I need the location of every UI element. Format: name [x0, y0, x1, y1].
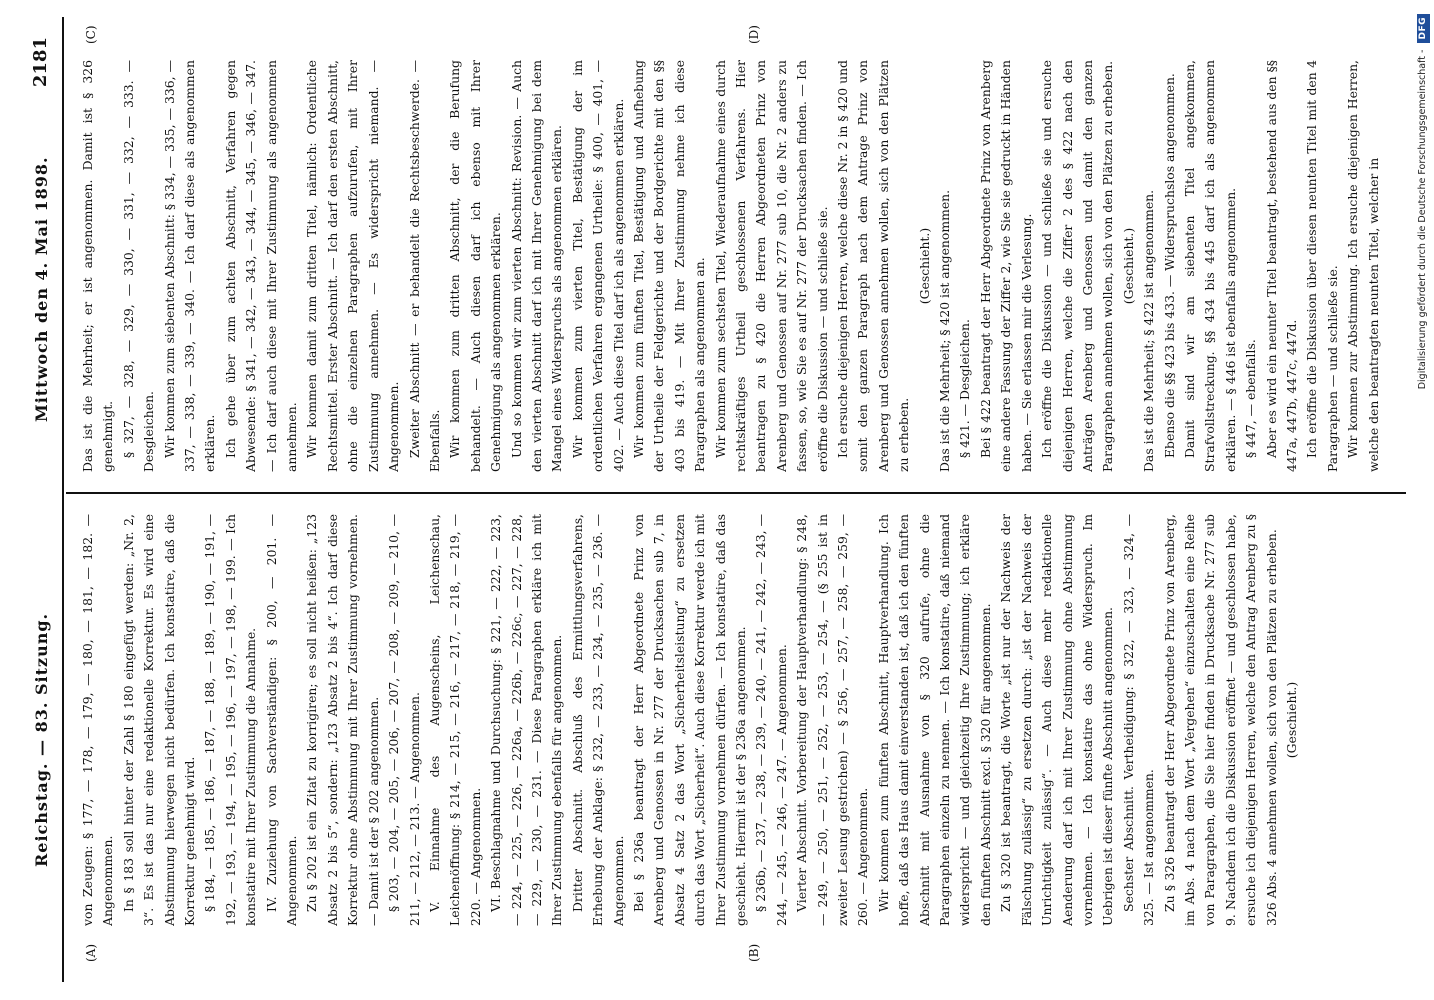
paragraph: Zu § 320 ist beantragt, die Worte „ist nur der Nachweis der Fälschung zulässig“ zu ersetzen durch: „ist der Nachweis der Unrichtigkeit zulässig“. — Auch diese mehr redaktionelle Aenderung darf ich mit Ihrer Zustimmung ohne Abstimmung vornehmen. — Ich konstatire das ohne Widerspruch. Im Uebrigen ist dieser fünfte Abschnitt angenommen. — [998, 514, 1116, 926]
header-date: Mittwoch den 4. Mai 1898. — [32, 156, 51, 422]
stage-direction: (Geschieht.) — [916, 227, 932, 305]
paragraph: Zweiter Abschnitt — er behandelt die Rechtsbeschwerde. — Ebenfalls. — [406, 60, 442, 472]
paragraph: § 327, — 328, — 329, — 330, — 331, — 332, — 333. — Desgleichen. — [120, 60, 157, 472]
paragraph: Vierter Abschnitt. Vorbereitung der Hauptverhandlung: § 248, — 249, — 250, — 251, — 252, — 253, — 254, — (§ 255 ist in zweiter Lesung gestrichen) — § 256, — 257, — 258, — 259, — 260. — Angenommen. — [794, 514, 871, 926]
paragraph: § 421. — Desgleichen. — [957, 319, 973, 458]
paragraph: Bei § 236a beantragt der Herr Abgeordnete Prinz von Arenberg und Genossen in Nr. 277 der Drucksachen sub 7, in Absatz 4 Satz 2 das Wort „Sicherheitsleistung“ zu ersetzen durch das Wort „Sicherheit“. Auch diese Korrektur werde ich mit Ihrer Zustimmung vornehmen dürfen. — Ich konstatire, daß das geschieht. Hiermit ist der § 236a angenommen. — [630, 514, 748, 926]
paragraph: Wir kommen zum fünften Abschnitt, Hauptverhandlung. Ich hoffe, daß das Haus damit einverstanden ist, daß ich den fünften Abschnitt mit Ausnahme von § 320 aufrufe, ohne die Paragraphen einzeln zu nennen. — Ich konstatire, daß niemand widerspricht — und gleichzeitig Ihre Zustimmung; ich erkläre den fünften Abschnitt excl. § 320 für angenommen. — [875, 514, 993, 926]
paragraph: Sechster Abschnitt. Vertheidigung: § 322, — 323, — 324, — 325. — Ist angenommen. — [1120, 514, 1157, 926]
paragraph: Aber es wird ein neunter Titel beantragt, bestehend aus den §§ 447a, 447b, 447c, 447d. — [1263, 60, 1299, 472]
paragraph: Wir kommen zum fünften Titel, Bestätigung und Aufhebung der Urtheile der Feldgerichte und der Bordgerichte mit den §§ 403 bis 419. — Mit Ihrer Zustimmung nehme ich diese Paragraphen als angenommen an. — [630, 60, 708, 472]
paragraph: Und so kommen wir zum vierten Abschnitt: Revision. — Auch den vierten Abschnitt darf ich mit Ihrer Genehmigung bei dem Mangel eines Widerspruchs als angenommen erklären. — [508, 60, 565, 472]
paragraph: Wir kommen damit zum dritten Titel, nämlich: Ordentliche Rechtsmittel. Erster Abschnitt. — Ich darf den ersten Abschnitt, ohne die einzelnen Paragraphen aufzurufen, mit Ihrer Zustimmung annehmen. — Es widerspricht niemand. — Angenommen. — [304, 60, 402, 472]
paragraph: Das ist die Mehrheit; er ist angenommen. Damit ist § 326 genehmigt. — [80, 60, 116, 472]
paragraph: Ebenso die §§ 423 bis 433. — Widerspruchslos angenommen. — [1161, 73, 1177, 458]
paragraph: von Zeugen: § 177, — 178, — 179, — 180, — 181, — 182. — Angenommen. — [80, 514, 116, 926]
paragraph: Dritter Abschnitt. Abschluß des Ermittlungsverfahrens, Erhebung der Anklage: § 232, — 233, — 234, — 235, — 236. — Angenommen. — [569, 514, 626, 926]
paragraph: Bei § 422 beantragt der Herr Abgeordnete Prinz von Arenberg eine andere Fassung der Ziffer 2, wie Sie sie gedruckt in Händen haben. — Sie erlassen mir die Verlesung. — [977, 60, 1034, 472]
paragraph: VI. Beschlagnahme und Durchsuchung: § 221, — 222, — 223, — 224, — 225, — 226, — 226a, — 226b, — 226c, — 227, — 228, — 229, — 230, — 231. — Diese Paragraphen erkläre ich mit Ihrer Zustimmung ebenfalls für angenommen. — [488, 514, 565, 926]
paragraph: In § 183 soll hinter der Zahl § 180 eingefügt werden: „Nr. 2, 3“. Es ist das nur eine redaktionelle Korrektur. Es wird eine Abstimmung hierwegen nicht bedürfen. Ich konstatire, daß die Korrektur genehmigt wird. — [120, 514, 198, 926]
dfg-logo: DFG — [1417, 14, 1430, 43]
paragraph: Wir kommen zum siebenten Abschnitt: § 334, — 335, — 336, — 337, — 338, — 339, — 340. — Ich darf diese als angenommen erklären. — [161, 60, 218, 472]
paragraph: § 184, — 185, — 186, — 187, — 188, — 189, — 190, — 191, — 192, — 193, — 194, — 195, — 196, — 197, — 198, — 199. — Ich konstatire mit Ihrer Zustimmung die Annahme. — [202, 514, 259, 926]
header-session-title: Reichstag. — 83. Sitzung. — [32, 612, 51, 867]
paragraph: Ich eröffne die Diskussion über diesen neunten Titel mit den 4 Paragraphen — und schließe sie. — [1304, 60, 1340, 472]
paragraph: Damit sind wir am siebenten Titel angekommen, Strafvollstreckung. §§ 434 bis 445 darf ich als angenommen erklären. — § 446 ist ebenfalls angenommen. — [1181, 60, 1238, 472]
margin-marker-b: (B) — [747, 943, 761, 962]
digitization-credit — [1414, 14, 1432, 986]
rotated-document-page — [22, 17, 1422, 982]
digitization-credit-text: Digitalisierung gefördert durch die Deutsche Forschungsgemeinschaft - — [1417, 49, 1428, 390]
stage-direction: (Geschieht.) — [1120, 227, 1136, 305]
paragraph: Wir kommen zur Abstimmung. Ich ersuche diejenigen Herren, welche den beantragten neunten Titel, welcher in — [1345, 60, 1381, 472]
paragraph: § 236b, — 237, — 238, — 239, — 240, — 241, — 242, — 243, — 244, — 245, — 246, — 247. — Angenommen. — [753, 514, 789, 926]
stage-direction: (Geschieht.) — [1283, 681, 1299, 759]
paragraph: Das ist die Mehrheit; § 420 ist angenommen. — [937, 189, 953, 472]
paragraph: Wir kommen zum sechsten Titel, Wiederaufnahme eines durch rechtskräftiges Urtheil geschlossenen Verfahrens. Hier beantragen zu § 420 die Herren Abgeordneten Prinz von Arenberg und Genossen auf Nr. 277 sub 10, die Nr. 2 anders zu fassen, so, wie Sie es auf Nr. 277 der Drucksachen finden. — Ich eröffne die Diskussion — und schließe sie. — [712, 60, 830, 472]
paragraph: Wir kommen zum vierten Titel, Bestätigung der im ordentlichen Verfahren ergangenen Urtheile: § 400, — 401, — 402. — Auch diese Titel darf ich als angenommen erklären. — [569, 60, 626, 472]
paragraph: Ich ersuche diejenigen Herren, welche diese Nr. 2 in § 420 und somit den ganzen Paragraph nach dem Antrage Prinz von Arenberg und Genossen annehmen wollen, sich von den Plätzen zu erheben. — [835, 60, 912, 472]
margin-marker-a: (A) — [84, 943, 98, 962]
margin-marker-c: (C) — [84, 25, 98, 44]
paragraph: V. Einnahme des Augenscheins, Leichenschau, Leichenöffnung: § 214, — 215, — 216, — 217, — 218, — 219, — 220. — Angenommen. — [426, 514, 483, 926]
page-header — [22, 17, 64, 982]
right-text-column — [78, 60, 1398, 472]
paragraph: IV. Zuziehung von Sachverständigen: § 200, — 201. — Angenommen. — [263, 514, 300, 926]
left-text-column — [78, 514, 1398, 926]
page-number: 2181 — [30, 37, 51, 88]
paragraph: Ich gehe über zum achten Abschnitt, Verfahren gegen Abwesende: § 341, — 342, — 343, — 344, — 345, — 346, — 347. — Ich darf auch diese mit Ihrer Zustimmung als angenommen annehmen. — [222, 60, 300, 472]
margin-marker-d: (D) — [747, 25, 761, 44]
paragraph: Zu § 326 beantragt der Herr Abgeordnete Prinz von Arenberg, im Abs. 4 nach dem Wort „Vergehen“ einzuschalten eine Reihe von Paragraphen, die Sie hier finden in Drucksache Nr. 277 sub 9. Nachdem ich die Diskussion eröffnet — und geschlossen habe, ersuche ich diejenigen Herren, welche den Antrag Arenberg zu § 326 Abs. 4 annehmen wollen, sich von den Plätzen zu erheben. — [1161, 514, 1279, 926]
paragraph: Ich eröffne die Diskussion — und schließe sie und ersuche diejenigen Herren, welche die Ziffer 2 des § 422 nach den Anträgen Arenberg und Genossen und damit den ganzen Paragraphen annehmen wollen, sich von den Plätzen zu erheben. — [1039, 60, 1116, 472]
paragraph: § 203, — 204, — 205, — 206, — 207, — 208, — 209, — 210, — 211, — 212, — 213. — Angenommen. — [386, 514, 422, 926]
column-divider — [66, 492, 1406, 494]
paragraph: Zu § 202 ist ein Zitat zu korrigiren; es soll nicht heißen: „123 Absatz 2 bis 5“, sondern: „123 Absatz 2 bis 4“. Ich darf diese Korrektur ohne Abstimmung mit Ihrer Zustimmung vornehmen. — Damit ist der § 202 angenommen. — [304, 514, 381, 926]
paragraph: § 447, — ebenfalls. — [1243, 339, 1259, 458]
paragraph: Wir kommen zum dritten Abschnitt, der die Berufung behandelt. — Auch diesen darf ich ebenso mit Ihrer Genehmigung als angenommen erklären. — [447, 60, 504, 472]
paragraph: Das ist die Mehrheit; § 422 ist angenommen. — [1141, 189, 1157, 472]
